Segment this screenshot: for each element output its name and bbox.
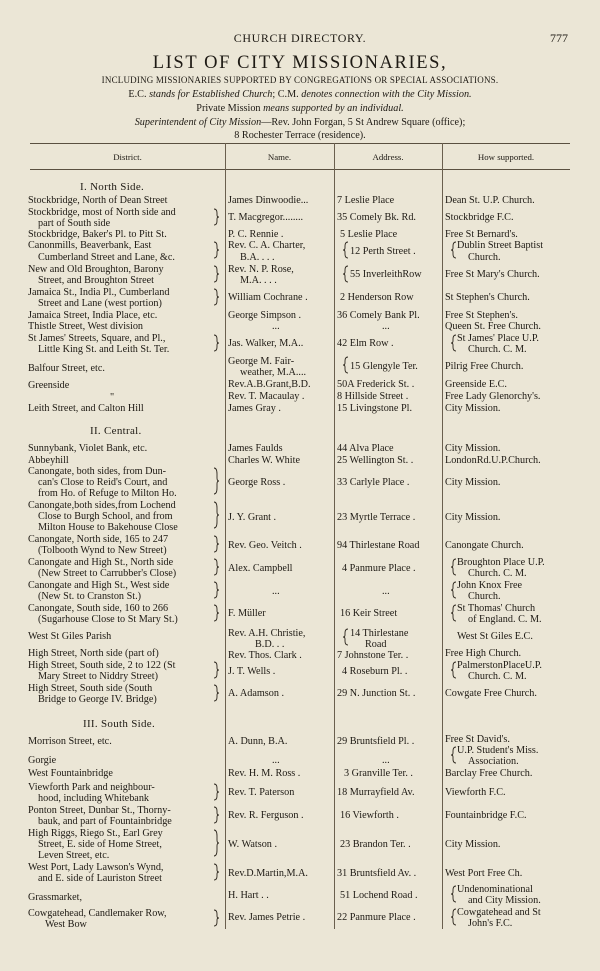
address-line: 3 Granville Ter. . bbox=[344, 768, 413, 779]
district-line: New and Old Broughton, Barony bbox=[28, 264, 164, 275]
district-line: Sunnybank, Violet Bank, etc. bbox=[28, 443, 148, 454]
support-line: Undenominational bbox=[457, 884, 533, 895]
brace-mark bbox=[451, 582, 456, 598]
support-line: City Mission. bbox=[445, 443, 501, 454]
district-line: bauk, and part of Fountainbridge bbox=[38, 816, 172, 827]
brace-mark bbox=[343, 357, 348, 373]
address-line: 23 Brandon Ter. . bbox=[340, 839, 411, 850]
district-line: Abbeyhill bbox=[28, 455, 69, 466]
list-title: LIST OF CITY MISSIONARIES, bbox=[152, 53, 448, 73]
brace-mark bbox=[343, 242, 348, 258]
address-line: 51 Lochend Road . bbox=[340, 890, 418, 901]
district-line: Canongate, both sides, from Dun- bbox=[28, 466, 167, 477]
support-line: U.P. Student's Miss. bbox=[457, 745, 539, 756]
district-line: Ponton Street, Dunbar St., Thorny- bbox=[28, 805, 171, 816]
name-line: George M. Fair- bbox=[228, 356, 295, 367]
address-line: 35 Comely Bk. Rd. bbox=[337, 212, 416, 223]
support-line: City Mission. bbox=[445, 839, 501, 850]
district-line: West Bow bbox=[45, 919, 87, 930]
support-line: Queen St. Free Church. bbox=[445, 321, 541, 332]
brace-mark bbox=[451, 605, 456, 621]
support-line: Barclay Free Church. bbox=[445, 768, 533, 779]
address-line: 22 Panmure Place . bbox=[337, 912, 416, 923]
district-line: St James' Streets, Square, and Pl., bbox=[28, 333, 166, 344]
name-line: Rev. Geo. Veitch . bbox=[228, 540, 302, 551]
brace-mark bbox=[214, 910, 219, 926]
address-line: 7 Leslie Place bbox=[337, 195, 395, 206]
address-line: 36 Comely Bank Pl. bbox=[337, 310, 420, 321]
address-line: ... bbox=[382, 586, 390, 597]
support-line: Church. bbox=[468, 252, 501, 263]
name-line: Rev. A.H. Christie, bbox=[228, 628, 306, 639]
name-line: Rev. T. Paterson bbox=[228, 787, 295, 798]
running-head: CHURCH DIRECTORY. bbox=[233, 31, 367, 45]
address-line: 12 Perth Street . bbox=[350, 246, 416, 257]
support-line: City Mission. bbox=[445, 477, 501, 488]
address-line: 18 Murrayfield Av. bbox=[337, 787, 415, 798]
address-line: 4 Panmure Place . bbox=[342, 563, 416, 574]
district-line: (New Street to Carrubber's Close) bbox=[38, 568, 177, 579]
name-line: B.A. . . . bbox=[240, 252, 275, 263]
subtitle: INCLUDING MISSIONARIES SUPPORTED BY CONGREGATIONS OR SPECIAL ASSOCIATIONS. bbox=[101, 75, 499, 85]
name-line: T. Macgregor........ bbox=[228, 212, 304, 223]
support-line: Church. bbox=[468, 591, 501, 602]
address-line: ... bbox=[382, 321, 390, 332]
support-line: Broughton Place U.P. bbox=[457, 557, 545, 568]
brace-mark bbox=[214, 605, 219, 621]
support-line: Cowgatehead and St bbox=[457, 907, 541, 918]
name-line: H. Hart . . bbox=[228, 890, 269, 901]
district-line: High Street, South side (South bbox=[28, 683, 153, 694]
support-line: Dean St. U.P. Church. bbox=[445, 195, 535, 206]
support-line: John's F.C. bbox=[468, 918, 513, 929]
address-line: 5 Leslie Place bbox=[340, 229, 398, 240]
address-line: 31 Bruntsfield Av. . bbox=[337, 868, 417, 879]
brace-mark bbox=[214, 685, 219, 701]
name-line: ... bbox=[272, 586, 280, 597]
district-line: West Port, Lady Lawson's Wynd, bbox=[28, 862, 164, 873]
district-line: Leven Street, etc. bbox=[38, 850, 110, 861]
district-line: Milton House to Bakehouse Close bbox=[38, 522, 178, 533]
district-line: Morrison Street, etc. bbox=[28, 736, 112, 747]
address-line: 55 InverleithRow bbox=[350, 269, 422, 280]
column-header-address: Address. bbox=[372, 152, 404, 162]
name-line: Rev. Thos. Clark . bbox=[228, 650, 302, 661]
support-line: Free High Church. bbox=[445, 648, 522, 659]
name-line: B.D. . . bbox=[255, 639, 285, 650]
district-line: Bridge to George IV. Bridge) bbox=[38, 694, 157, 705]
brace-mark bbox=[451, 335, 456, 351]
name-line: W. Watson . bbox=[228, 839, 277, 850]
address-line: 42 Elm Row . bbox=[337, 338, 394, 349]
column-header-support: How supported. bbox=[477, 152, 535, 162]
address-line: 2 Henderson Row bbox=[340, 292, 414, 303]
district-line: Canongate and High St., West side bbox=[28, 580, 170, 591]
name-line: William Cochrane . bbox=[228, 292, 308, 303]
brace-mark bbox=[451, 909, 456, 925]
name-line: ... bbox=[272, 321, 280, 332]
district-line: Canonmills, Beaverbank, East bbox=[28, 240, 152, 251]
district-line: Canongate and High St., North side bbox=[28, 557, 174, 568]
name-line: F. Müller bbox=[228, 608, 266, 619]
district-line: part of South side bbox=[38, 218, 111, 229]
brace-mark bbox=[214, 468, 219, 494]
address-line: 7 Johnstone Ter. . bbox=[337, 650, 409, 661]
name-line: Rev. H. M. Ross . bbox=[228, 768, 301, 779]
support-line: LondonRd.U.P.Church. bbox=[445, 455, 541, 466]
support-line: West St Giles E.C. bbox=[457, 631, 533, 642]
address-line: 50A Frederick St. . bbox=[337, 379, 415, 390]
address-line: 16 Viewforth . bbox=[340, 810, 399, 821]
district-line: Balfour Street, etc. bbox=[28, 363, 105, 374]
address-line: 14 Thirlestane bbox=[350, 628, 409, 639]
address-line: 15 Livingstone Pl. bbox=[337, 403, 412, 414]
name-line: J. Y. Grant . bbox=[228, 512, 277, 523]
name-line: weather, M.A.... bbox=[240, 367, 307, 378]
support-line: Church. C. M. bbox=[468, 344, 527, 355]
district-line: West St Giles Parish bbox=[28, 631, 112, 642]
support-line: St Stephen's Church. bbox=[445, 292, 530, 303]
district-line: (New St. to Cranston St.) bbox=[38, 591, 142, 602]
name-line: Rev. James Petrie . bbox=[228, 912, 306, 923]
support-line: Fountainbridge F.C. bbox=[445, 810, 527, 821]
address-line: 94 Thirlestane Road bbox=[337, 540, 420, 551]
address-line: Road bbox=[365, 639, 387, 650]
brace-mark bbox=[214, 242, 219, 258]
support-line: St James' Place U.P. bbox=[457, 333, 539, 344]
district-line: Street, E. side of Home Street, bbox=[38, 839, 162, 850]
address-line: 4 Roseburn Pl. . bbox=[342, 666, 408, 677]
support-line: Cowgate Free Church. bbox=[445, 688, 537, 699]
support-line: Canongate Church. bbox=[445, 540, 524, 551]
district-line: Stockbridge, North of Dean Street bbox=[28, 195, 168, 206]
support-line: Church. C. M. bbox=[468, 568, 527, 579]
address-line: 23 Myrtle Terrace . bbox=[337, 512, 416, 523]
support-line: Free St Mary's Church. bbox=[445, 269, 540, 280]
support-line: Church. C. M. bbox=[468, 671, 527, 682]
brace-mark bbox=[214, 559, 219, 575]
name-line: Rev.D.Martin,M.A. bbox=[228, 868, 308, 879]
district-line: Grassmarket, bbox=[28, 892, 83, 903]
district-line: Stockbridge, Baker's Pl. to Pitt St. bbox=[28, 229, 167, 240]
residence-line: 8 Rochester Terrace (residence). bbox=[234, 130, 366, 141]
district-line: Leith Street, and Calton Hill bbox=[28, 403, 144, 414]
support-line: Association. bbox=[468, 756, 519, 767]
district-line: Mary Street to Niddry Street) bbox=[38, 671, 158, 682]
name-line: Jas. Walker, M.A.. bbox=[228, 338, 304, 349]
address-line: 33 Carlyle Place . bbox=[337, 477, 410, 488]
support-line: and City Mission. bbox=[468, 895, 541, 906]
name-line: George Simpson . bbox=[228, 310, 302, 321]
brace-mark bbox=[214, 582, 219, 598]
support-line: West Port Free Ch. bbox=[445, 868, 523, 879]
district-line: can's Close to Reid's Court, and bbox=[38, 477, 168, 488]
support-line: Free Lady Glenorchy's. bbox=[445, 391, 541, 402]
district-line: from Ho. of Refuge to Milton Ho. bbox=[38, 488, 177, 499]
support-line: Pilrig Free Church. bbox=[445, 361, 524, 372]
district-line: West Fountainbridge bbox=[28, 768, 113, 779]
district-line: hood, including Whitebank bbox=[38, 793, 150, 804]
brace-mark bbox=[451, 242, 456, 258]
district-line: Little King St. and Leith St. Ter. bbox=[38, 344, 170, 355]
support-line: Dublin Street Baptist bbox=[457, 240, 544, 251]
brace-mark bbox=[214, 662, 219, 678]
district-line: Jamaica Street, India Place, etc. bbox=[28, 310, 158, 321]
district-line: Street, and Broughton Street bbox=[38, 275, 155, 286]
name-line: George Ross . bbox=[228, 477, 286, 488]
district-line: High Street, North side (part of) bbox=[28, 648, 159, 659]
superintendent-line: Superintendent of City Mission—Rev. John Forgan, 5 St Andrew Square (office); bbox=[134, 116, 466, 128]
district-line: Thistle Street, West division bbox=[28, 321, 144, 332]
brace-mark bbox=[214, 502, 219, 528]
name-line: A. Dunn, B.A. bbox=[228, 736, 288, 747]
name-line: James Gray . bbox=[228, 403, 281, 414]
section-heading-north: I. North Side. bbox=[80, 181, 145, 193]
name-line: Charles W. White bbox=[228, 455, 300, 466]
brace-mark bbox=[451, 662, 456, 678]
address-line: 29 Bruntsfield Pl. . bbox=[337, 736, 415, 747]
name-line: Rev. R. Ferguson . bbox=[228, 810, 304, 821]
district-line: " bbox=[110, 392, 115, 403]
address-line: 29 N. Junction St. . bbox=[337, 688, 416, 699]
brace-mark bbox=[214, 335, 219, 351]
support-line: Free St David's. bbox=[445, 734, 510, 745]
district-line: Viewforth Park and neighbour- bbox=[28, 782, 155, 793]
district-line: (Tolbooth Wynd to New Street) bbox=[38, 545, 167, 556]
address-line: ... bbox=[382, 755, 390, 766]
column-header-district: District. bbox=[113, 152, 142, 162]
section-heading-south: III. South Side. bbox=[83, 718, 156, 730]
name-line: Rev. N. P. Rose, bbox=[228, 264, 294, 275]
name-line: P. C. Rennie . bbox=[228, 229, 284, 240]
name-line: James Dinwoodie... bbox=[228, 195, 309, 206]
address-line: 25 Wellington St. . bbox=[337, 455, 414, 466]
address-line: 44 Alva Place bbox=[337, 443, 394, 454]
name-line: Rev.A.B.Grant,B.D. bbox=[228, 379, 311, 390]
district-line: High Street, South side, 2 to 122 (St bbox=[28, 660, 176, 671]
district-line: Gorgie bbox=[28, 755, 57, 766]
district-line: High Riggs, Riego St., Earl Grey bbox=[28, 828, 163, 839]
section-heading-central: II. Central. bbox=[90, 425, 142, 437]
brace-mark bbox=[214, 830, 219, 856]
legend-line-2: Private Mission means supported by an individual. bbox=[196, 102, 404, 114]
brace-mark bbox=[214, 289, 219, 305]
legend-line-1: E.C. stands for Established Church; C.M. denotes connection with the City Mission. bbox=[128, 89, 472, 100]
name-line: J. T. Wells . bbox=[228, 666, 276, 677]
brace-mark bbox=[343, 629, 348, 645]
district-line: Stockbridge, most of North side and bbox=[28, 207, 176, 218]
brace-mark bbox=[451, 559, 456, 575]
name-line: James Faulds bbox=[228, 443, 283, 454]
district-line: Cowgatehead, Candlemaker Row, bbox=[28, 908, 167, 919]
district-line: Canongate, South side, 160 to 266 bbox=[28, 603, 169, 614]
support-line: of England. C. M. bbox=[468, 614, 542, 625]
brace-mark bbox=[214, 536, 219, 552]
district-line: Canongate,both sides,from Lochend bbox=[28, 500, 176, 511]
support-line: City Mission. bbox=[445, 512, 501, 523]
brace-mark bbox=[214, 807, 219, 823]
support-line: Stockbridge F.C. bbox=[445, 212, 514, 223]
support-line: PalmerstonPlaceU.P. bbox=[457, 660, 542, 671]
address-line: 8 Hillside Street . bbox=[337, 391, 409, 402]
brace-mark bbox=[214, 864, 219, 880]
address-line: 15 Glengyle Ter. bbox=[350, 361, 418, 372]
name-line: Alex. Campbell bbox=[228, 563, 293, 574]
brace-mark bbox=[343, 266, 348, 282]
district-line: Close to Burgh School, and from bbox=[38, 511, 173, 522]
brace-mark bbox=[451, 886, 456, 902]
address-line: 16 Keir Street bbox=[340, 608, 398, 619]
support-line: Free St Stephen's. bbox=[445, 310, 518, 321]
brace-mark bbox=[214, 784, 219, 800]
name-line: A. Adamson . bbox=[228, 688, 285, 699]
name-line: Rev. T. Macaulay . bbox=[228, 391, 305, 402]
column-header-name: Name. bbox=[267, 152, 292, 162]
brace-mark bbox=[214, 266, 219, 282]
name-line: Rev. C. A. Charter, bbox=[228, 240, 306, 251]
support-line: City Mission. bbox=[445, 403, 501, 414]
support-line: Free St Bernard's. bbox=[445, 229, 518, 240]
district-line: Greenside bbox=[28, 380, 70, 391]
brace-mark bbox=[451, 747, 456, 763]
name-line: M.A. . . . bbox=[240, 275, 277, 286]
district-line: Jamaica St., India Pl., Cumberland bbox=[28, 287, 170, 298]
support-line: Greenside E.C. bbox=[445, 379, 507, 390]
support-line: St Thomas' Church bbox=[457, 603, 536, 614]
brace-mark bbox=[214, 209, 219, 225]
name-line: ... bbox=[272, 755, 280, 766]
page-number: 777 bbox=[550, 31, 568, 45]
district-line: Street and Lane (west portion) bbox=[38, 298, 162, 309]
district-line: Canongate, North side, 165 to 247 bbox=[28, 534, 169, 545]
district-line: Cumberland Street and Lane, &c. bbox=[38, 252, 175, 263]
support-line: Viewforth F.C. bbox=[445, 787, 506, 798]
district-line: (Sugarhouse Close to St Mary St.) bbox=[38, 614, 178, 625]
support-line: John Knox Free bbox=[457, 580, 523, 591]
district-line: and E. side of Lauriston Street bbox=[38, 873, 162, 884]
